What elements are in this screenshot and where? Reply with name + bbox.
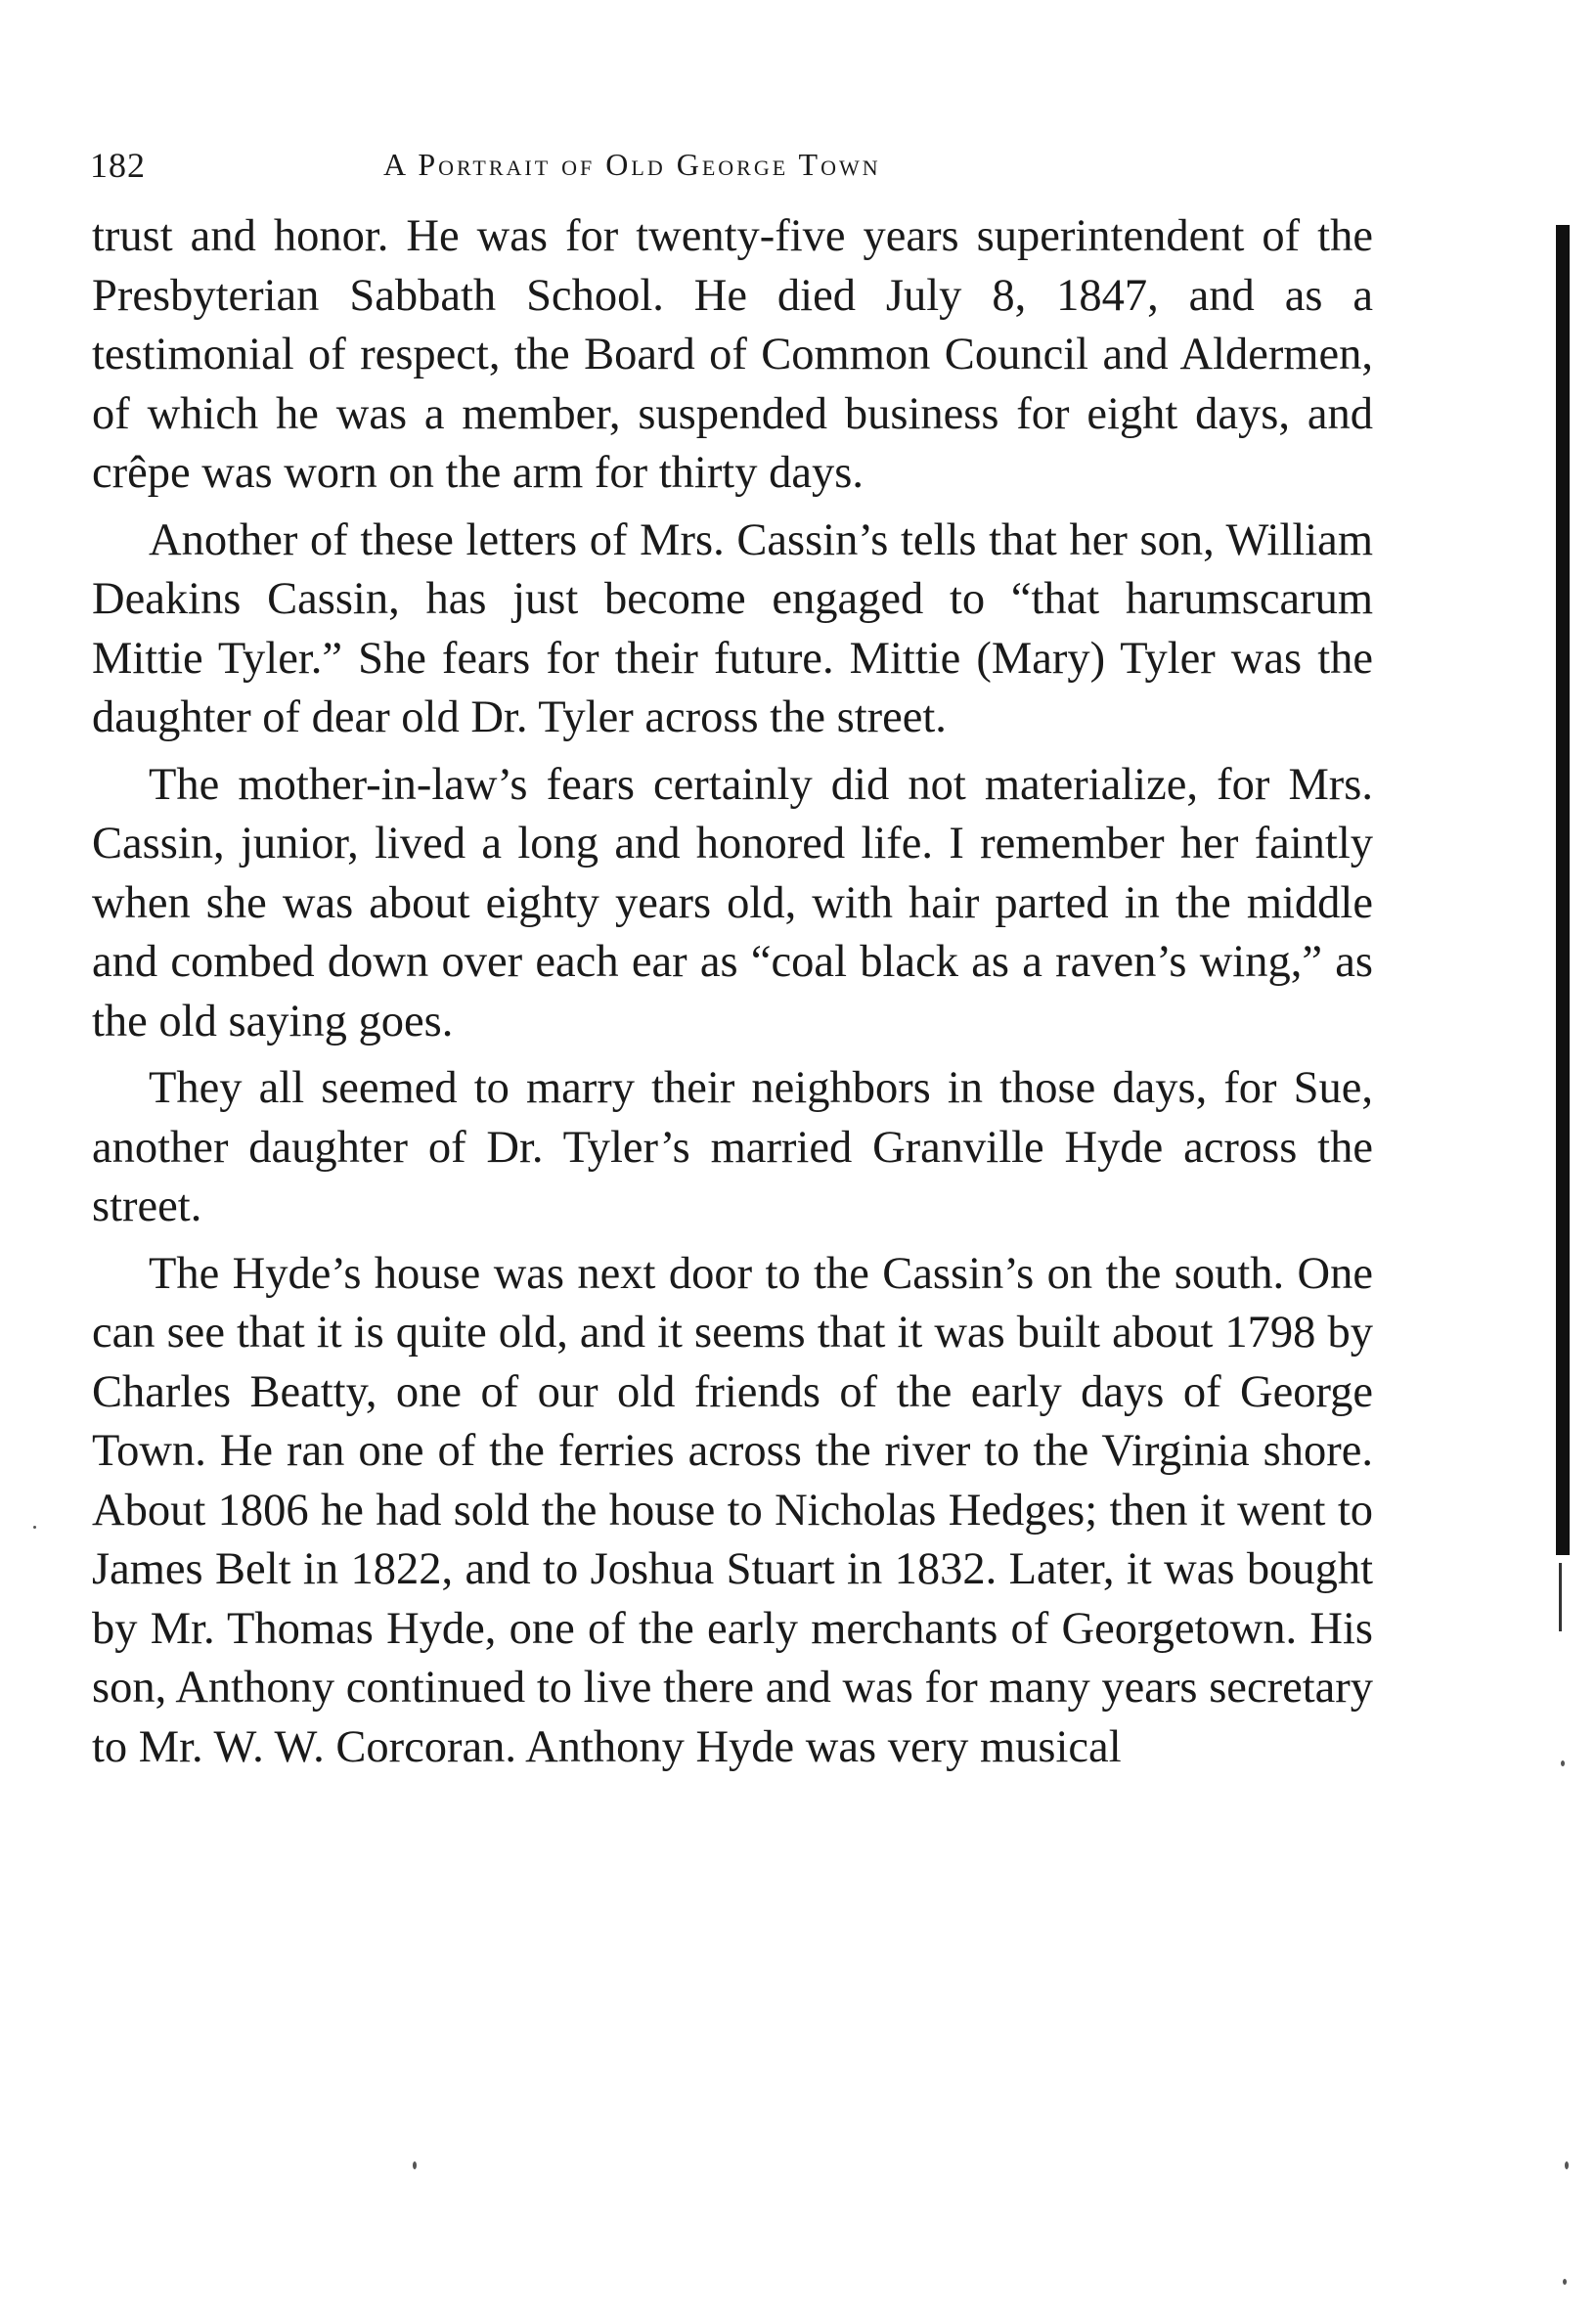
body-text <box>92 207 1373 1777</box>
paragraph: The mother-in-law’s fears certainly did not materialize, for Mrs. Cassin, junior, lived a long and honored life. I remember her faintly when she was about eighty years old, with hair parted in the middle and combed down over each ear as “coal black as a raven’s wing,” as the old saying goes. <box>92 759 1373 1047</box>
scan-edge-shadow <box>1556 225 1570 1555</box>
scan-speck <box>33 1526 36 1529</box>
running-title: A Portrait of Old George Town <box>383 147 881 182</box>
scan-speck <box>1565 2161 1569 2169</box>
paragraph: Another of these letters of Mrs. Cassin’s tells that her son, William Deakins Cassin, has just become engaged to “that harumscarum Mittie Tyler.” She fears for their future. Mittie (Mary) Tyler was the daughter of dear old Dr. Tyler across the street. <box>92 514 1373 742</box>
page-header <box>90 145 1068 203</box>
page-number: 182 <box>90 146 146 185</box>
paragraph: They all seemed to marry their neighbors in those days, for Sue, another daughter of Dr. Tyler’s married Granville Hyde across the street. <box>92 1063 1373 1231</box>
scan-edge-mark <box>1559 1563 1562 1631</box>
paragraph: The Hyde’s house was next door to the Cassin’s on the south. One can see that it is quite old, and it seems that it was built about 1798 by Charles Beatty, one of our old friends of the early days of George Town. He ran one of the ferries across the river to the Virginia shore. About 1806 he had sold the house to Nicholas Hedges; then it went to James Belt in 1822, and to Joshua Stuart in 1832. Later, it was bought by Mr. Thomas Hyde, one of the early merchants of Georgetown. His son, Anthony continued to live there and was for many years secretary to Mr. W. W. Corcoran. Anthony Hyde was very musical <box>92 1248 1373 1772</box>
scan-speck <box>1563 2279 1567 2285</box>
scan-speck <box>413 2161 417 2169</box>
scan-speck <box>1561 1760 1565 1766</box>
paragraph: trust and honor. He was for twenty-five years superintendent of the Presbyterian Sabbath School. He died July 8, 1847, and as a testimonial of respect, the Board of Common Council and Aldermen, of which he was a member, suspended business for eight days, and crêpe was worn on the arm for thirty days. <box>92 211 1373 498</box>
